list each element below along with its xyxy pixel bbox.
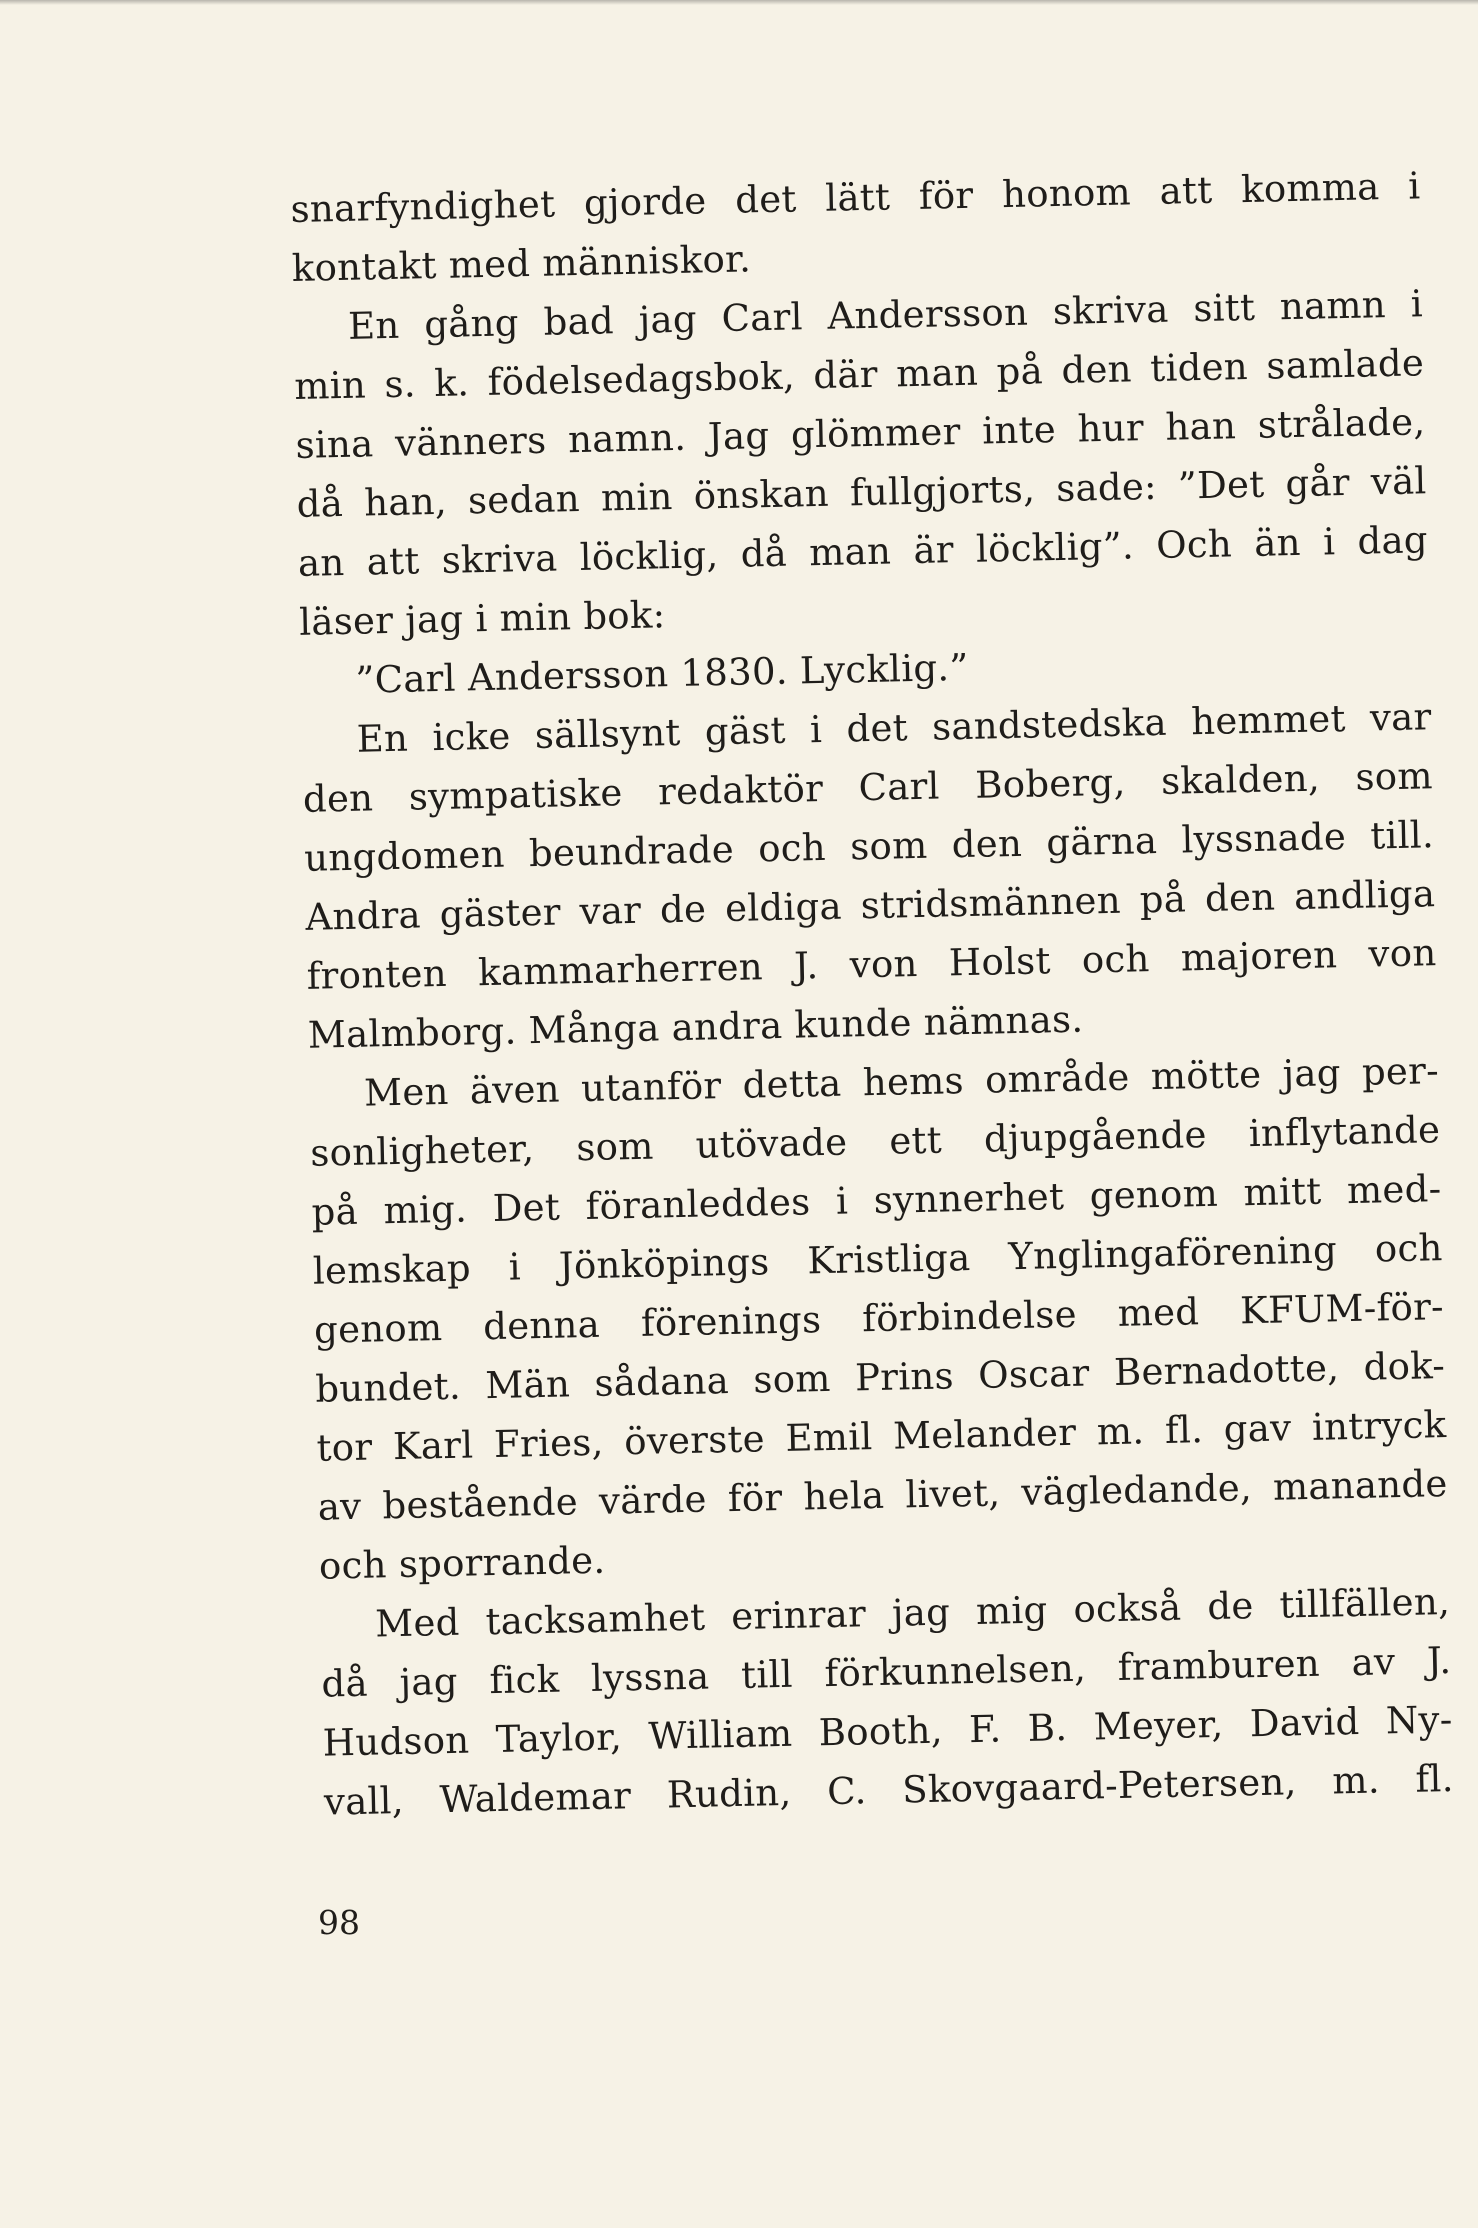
text-line: tor Karl Fries, överste Emil Melander m. fl. gav intryck — [316, 1403, 1447, 1470]
text-line: läser jag i min bok: — [298, 593, 666, 644]
text-line: Men även utanför detta hems område mötte jag per- — [363, 1049, 1440, 1115]
text-line: av bestående värde för hela livet, vägledande, manande — [317, 1462, 1449, 1529]
text-line: ungdomen beundrade och som den gärna lyssnade till. — [303, 813, 1435, 880]
text-line: vall, Waldemar Rudin, C. Skovgaard-Petersen, m. fl. — [323, 1756, 1455, 1824]
text-line: Hudson Taylor, William Booth, F. B. Meyer, David Ny- — [322, 1697, 1453, 1765]
text-line: bundet. Män sådana som Prins Oscar Bernadotte, dok- — [314, 1344, 1446, 1411]
text-line: Andra gäster var de eldiga stridsmännen på den andliga — [304, 872, 1436, 939]
text-line: på mig. Det föranleddes i synnerhet genom mitt med- — [311, 1167, 1442, 1234]
text-line: då jag fick lyssna till förkunnelsen, framburen av J. — [321, 1639, 1452, 1706]
text-line: snarfyndighet gjorde det lätt för honom att komma i — [290, 164, 1421, 231]
text-line: min s. k. födelsedagsbok, där man på den tiden samlade — [293, 341, 1425, 408]
text-line: sina vänners namn. Jag glömmer inte hur han strålade, — [295, 400, 1426, 467]
text-line: sonligheter, som utövade ett djupgående inflytande — [309, 1108, 1441, 1175]
text-line: lemskap i Jönköpings Kristliga Ynglingaförening och — [312, 1226, 1444, 1293]
text-line: då han, sedan min önskan fullgjorts, sade: ”Det går väl — [296, 459, 1427, 526]
text-line: an att skriva löcklig, då man är löcklig”. Och än i dag — [297, 518, 1429, 585]
text-line: och sporrande. — [318, 1538, 606, 1588]
text-line: fronten kammarherren J. von Holst och majoren von — [306, 931, 1437, 998]
text-line: En gång bad jag Carl Andersson skriva sitt namn i — [347, 282, 1424, 348]
text-line: En icke sällsynt gäst i det sandstedska hemmet var — [356, 695, 1432, 761]
page-text-block — [290, 156, 1454, 1831]
page-top-edge — [0, 0, 1478, 5]
page-number: 98 — [318, 1903, 360, 1942]
text-line: kontakt med människor. — [291, 237, 752, 290]
text-line: ”Carl Andersson 1830. Lycklig.” — [355, 645, 970, 702]
text-line: den sympatiske redaktör Carl Boberg, skalden, som — [302, 754, 1434, 821]
text-line: Malmborg. Många andra kunde nämnas. — [307, 997, 1084, 1057]
text-line: genom denna förenings förbindelse med KFUM-för- — [313, 1285, 1445, 1352]
text-line: Med tacksamhet erinrar jag mig också de tillfällen, — [374, 1580, 1451, 1646]
